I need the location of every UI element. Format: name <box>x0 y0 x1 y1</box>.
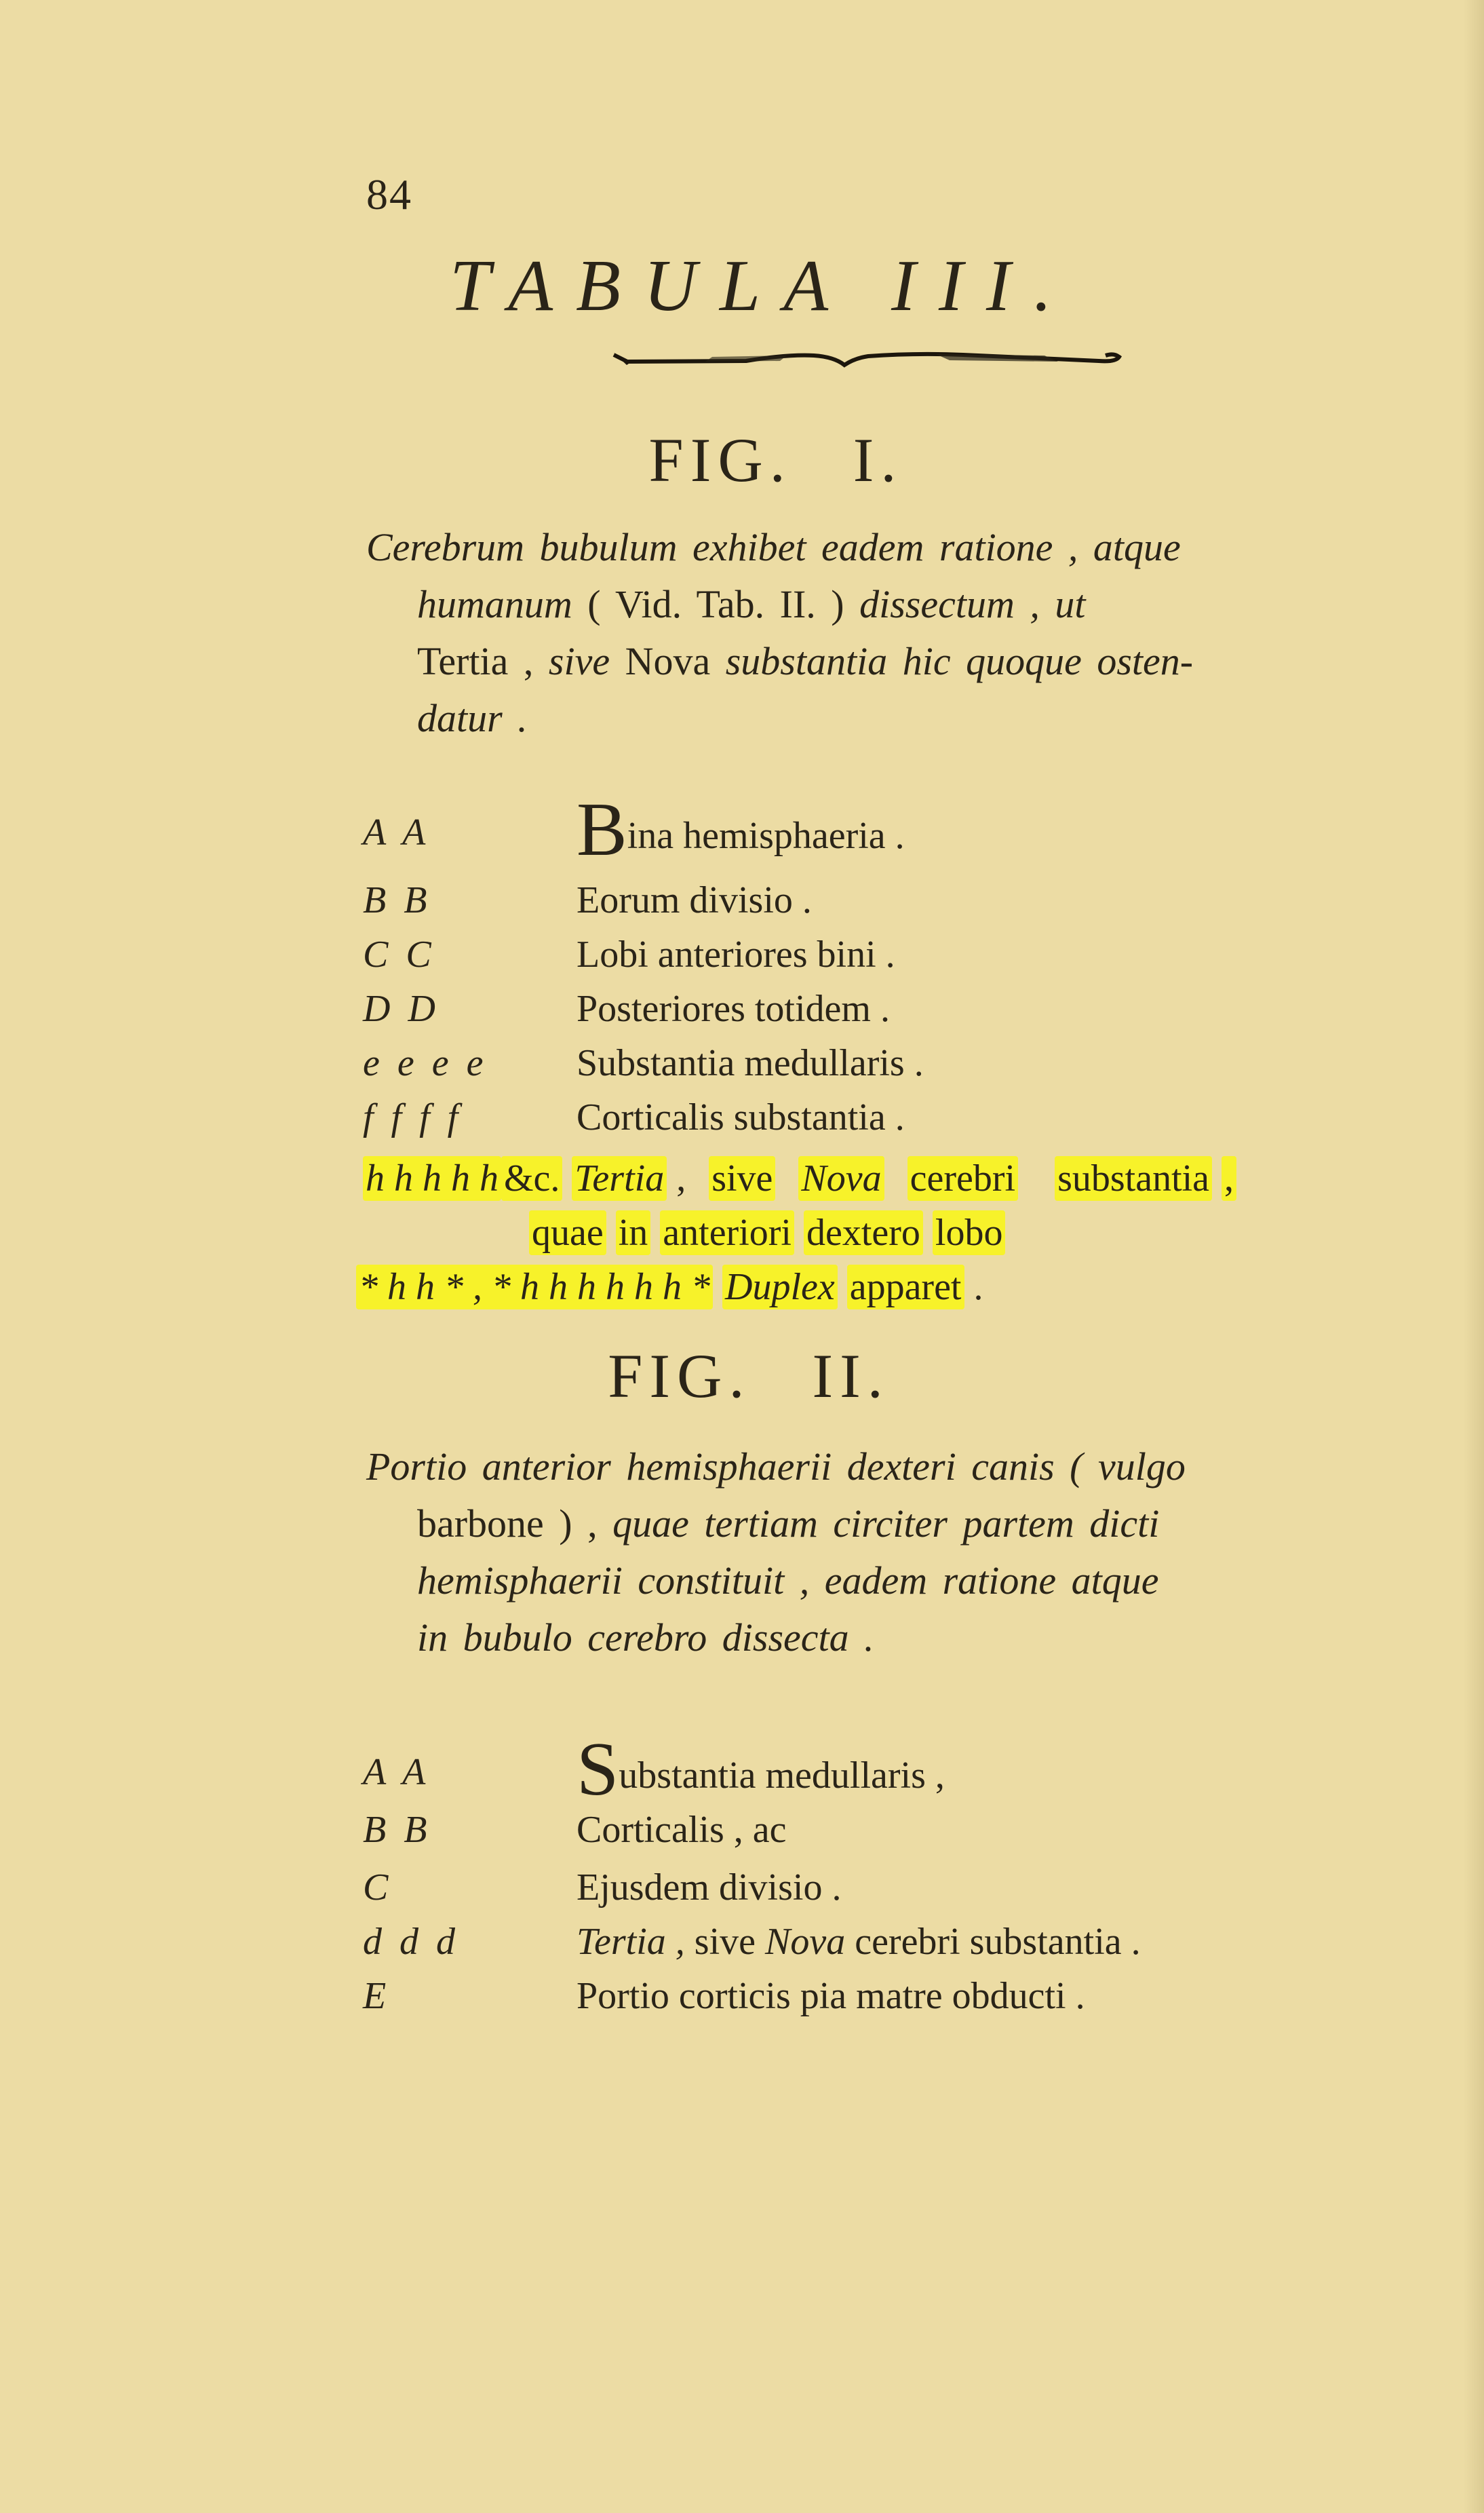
fig1-caption-line-2 <box>366 576 1363 633</box>
highlight-word: , <box>1222 1156 1236 1201</box>
page-edge-shadow <box>1464 0 1484 2513</box>
fig2-legend-row <box>363 1920 1380 1974</box>
highlight-word: Nova <box>798 1156 884 1201</box>
legend-text: Eorum divisio . <box>577 879 812 921</box>
caption-word: sive <box>548 639 610 683</box>
highlight-word: apparet <box>847 1265 964 1309</box>
fig1-legend-row <box>363 933 1380 987</box>
legend-key: C C <box>363 934 435 976</box>
highlight-word: quae <box>529 1210 606 1255</box>
highlight-word: lobo <box>933 1210 1006 1255</box>
fig2-heading <box>0 1340 1484 1412</box>
legend-text-rest: ubstantia medullaris , <box>619 1754 945 1797</box>
caption-word-tertia: Tertia , <box>417 639 534 683</box>
highlighted-line-2 <box>529 1211 1005 1254</box>
legend-key: A A <box>363 1751 430 1793</box>
fig1-caption-line-1: Cerebrum bubulum exhibet eadem ratione , atque <box>366 525 1181 569</box>
legend-text: Portio corticis pia matre obducti . <box>577 1975 1085 2017</box>
fig1-legend-row <box>363 1041 1380 1096</box>
fig1-caption-line-4: datur . <box>417 696 528 740</box>
legend-text: Posteriores totidem . <box>577 988 890 1030</box>
page-number: 84 <box>366 170 412 218</box>
fig1-legend-row <box>363 1096 1380 1150</box>
fig2-legend-row <box>363 1974 1380 2029</box>
legend-key: e e e e <box>363 1042 488 1084</box>
caption-word: dissectum , ut <box>859 582 1086 626</box>
fig1-caption-line-3 <box>366 633 1363 690</box>
highlight-word: anteriori <box>660 1210 794 1255</box>
fig1-heading-number: I. <box>853 425 903 495</box>
legend-text: Corticalis substantia . <box>577 1096 905 1138</box>
fig1-legend-row <box>363 788 1380 872</box>
fig2-caption <box>366 1438 1363 1666</box>
page-title: TABULA III. <box>450 246 1075 326</box>
highlight-key: * h h * , * h h h h h h * <box>356 1265 713 1309</box>
caption-word-nova: Nova <box>625 639 711 683</box>
highlight-key: h h h h h <box>363 1156 501 1201</box>
fig1-caption <box>366 519 1363 747</box>
legend-key: D D <box>363 988 440 1030</box>
highlight-word: substantia <box>1055 1156 1212 1201</box>
fig2-legend-row <box>363 1866 1380 1920</box>
fig1-legend-row <box>363 987 1380 1041</box>
legend-key: E <box>363 1975 391 2017</box>
legend-key: B B <box>363 879 431 921</box>
fig2-caption-line-4: in bubulo cerebro dissecta . <box>417 1615 874 1660</box>
drop-cap: B <box>577 788 627 872</box>
legend-key: B B <box>363 1809 431 1851</box>
ornament-divider-icon <box>610 345 1126 372</box>
highlight-word: in <box>616 1210 651 1255</box>
caption-word: ( vulgo <box>1070 1444 1186 1489</box>
highlight-period: . <box>973 1266 983 1308</box>
legend-text: Substantia medullaris . <box>577 1042 924 1084</box>
legend-text: Lobi anteriores bini . <box>577 934 895 976</box>
caption-word: Portio anterior hemisphaerii dexteri canis <box>366 1444 1055 1489</box>
highlight-comma: , <box>676 1157 686 1200</box>
fig1-heading-label: FIG. <box>648 425 792 495</box>
legend-key: A A <box>363 811 430 853</box>
fig2-caption-line-3: hemisphaerii constituit , eadem ratione atque <box>417 1558 1159 1603</box>
drop-cap: S <box>577 1727 619 1811</box>
legend-text <box>577 1920 1141 1963</box>
highlight-word: cerebri <box>907 1156 1018 1201</box>
highlight-word: sive <box>709 1156 775 1201</box>
fig2-caption-line-1 <box>366 1438 1363 1495</box>
legend-text: Ejusdem divisio . <box>577 1866 842 1908</box>
caption-word-barbone: barbone ) , <box>417 1501 598 1546</box>
legend-text <box>577 1727 945 1811</box>
highlight-etc: &c. <box>501 1156 562 1201</box>
legend-word-tertia: Tertia , <box>577 1921 685 1963</box>
highlighted-line-3 <box>356 1265 983 1309</box>
legend-word-nova: Nova <box>765 1921 846 1963</box>
legend-word: sive <box>694 1921 756 1963</box>
caption-word: humanum <box>417 582 572 626</box>
fig1-legend-row <box>363 879 1380 933</box>
legend-text-rest: ina hemisphaeria . <box>627 815 905 857</box>
caption-reference: ( Vid. Tab. II. ) <box>587 582 844 626</box>
legend-text: Corticalis , ac <box>577 1809 787 1851</box>
highlight-word: dextero <box>804 1210 923 1255</box>
legend-key: f f f f <box>363 1096 463 1138</box>
legend-text <box>577 788 905 872</box>
fig2-legend-row <box>363 1808 1380 1862</box>
highlight-word: Tertia <box>572 1156 667 1201</box>
caption-word: quae tertiam circiter partem dicti <box>612 1501 1160 1546</box>
highlighted-line-1 <box>363 1157 1367 1200</box>
legend-key: d d d <box>363 1921 459 1963</box>
fig2-heading-number: II. <box>812 1341 890 1411</box>
fig2-legend-row <box>363 1727 1380 1811</box>
legend-key: C <box>363 1866 393 1908</box>
fig1-heading <box>0 424 1484 496</box>
legend-word: cerebri substantia . <box>855 1921 1141 1963</box>
fig2-heading-label: FIG. <box>608 1341 751 1411</box>
caption-word: substantia hic quoque osten- <box>725 639 1194 683</box>
fig2-caption-line-2 <box>366 1495 1363 1552</box>
highlight-word: Duplex <box>722 1265 838 1309</box>
